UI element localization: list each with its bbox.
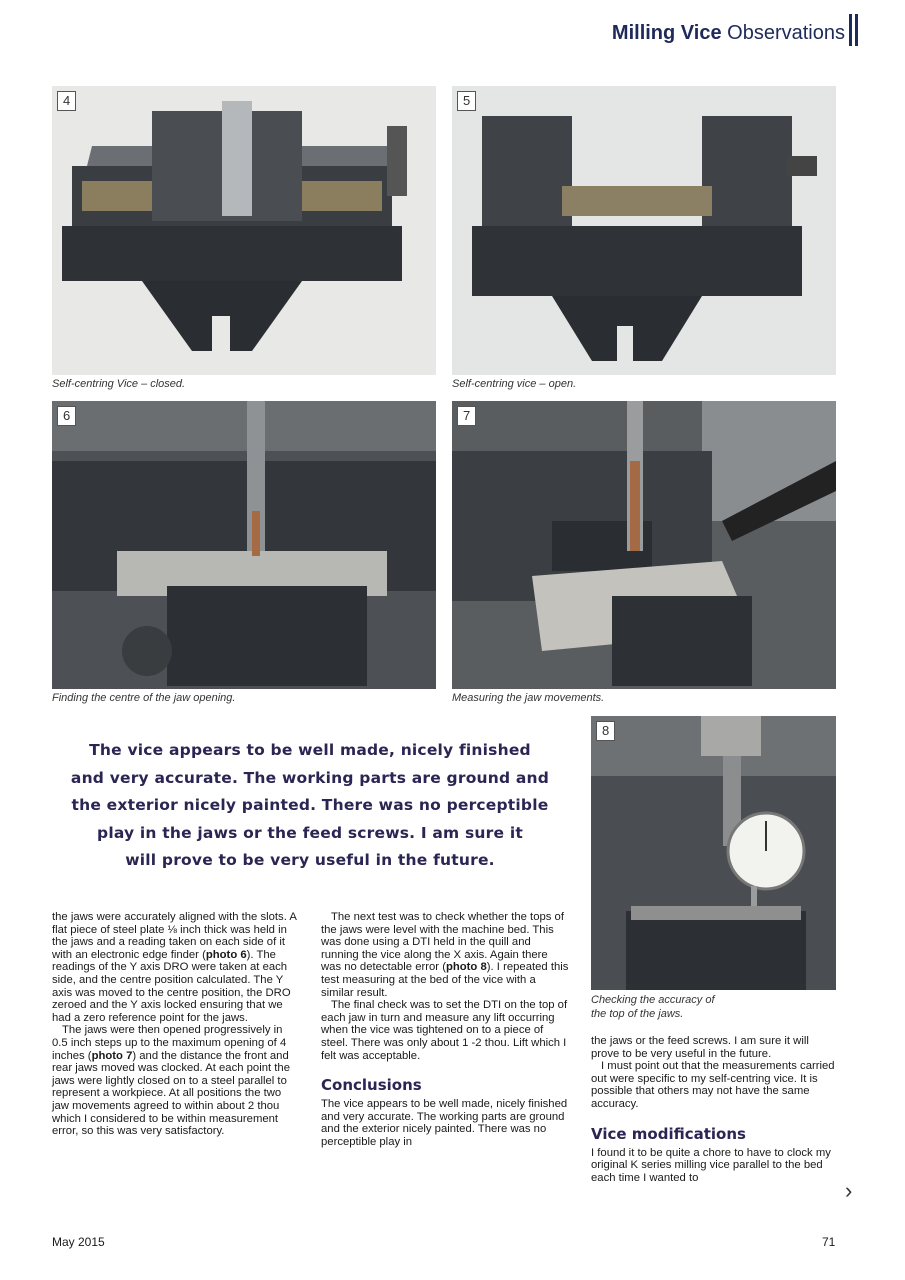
photo-vice-open — [452, 86, 836, 375]
body-column-2 — [321, 911, 569, 1149]
photo-number-label: 4 — [57, 91, 76, 111]
photo-vice-closed — [52, 86, 436, 375]
body-paragraph: The final check was to set the DTI on the top of each jaw in turn and measure any lift occurring when the vice was tightened on to a piece of steel. There was only about 1 -2 thou. Lift which I felt was acceptable. — [321, 999, 568, 1062]
body-paragraph: the jaws were accurately aligned with the slots. A flat piece of steel plate ⅛ inch thick was held in the jaws and a reading taken on each side of it with an electronic edge finder (photo 6). The readings of the Y axis DRO were taken at each side, and the centre position calculated. The Y axis was moved to the centre position, the DRO zeroed and the Y axis locked ensuring that we had a zero reference point for the jaws. — [52, 911, 297, 1024]
header-title-bold: Milling Vice — [611, 22, 722, 44]
photo-caption: Finding the centre of the jaw opening. — [52, 692, 236, 704]
body-paragraph: The vice appears to be well made, nicely finished and very accurate. The working parts are ground and the exterior nicely painted. There was no perceptible play in — [321, 1098, 568, 1148]
footer-date: May 2015 — [52, 1235, 105, 1249]
section-heading-vice-modifications: Vice modifications — [591, 1124, 746, 1143]
photo-number-label: 7 — [457, 406, 476, 426]
photo-caption: Self-centring vice – open. — [452, 378, 577, 390]
caption-line: the top of the jaws. — [591, 1008, 684, 1020]
body-column-3 — [591, 1035, 837, 1184]
photo-edge-finder — [52, 401, 436, 689]
body-paragraph: I must point out that the measurements carried out were specific to my self-centring vice. It is possible that others may not have the same accuracy. — [591, 1060, 835, 1110]
photo-jaw-movements — [452, 401, 836, 689]
body-column-1 — [52, 911, 298, 1138]
photo-reference: photo 7 — [91, 1049, 133, 1062]
pull-quote-line: the exterior nicely painted. There was no perceptible — [71, 796, 549, 814]
photo-dti-check — [591, 716, 836, 990]
caption-line: Checking the accuracy of — [591, 994, 715, 1006]
pull-quote — [60, 737, 560, 875]
body-paragraph: The next test was to check whether the tops of the jaws were level with the machine bed. This was done using a DTI held in the quill and running the vice along the X axis. Again there was no detectable error (photo 8). I repeated this test measuring at the bed of the vice with a similar result. — [321, 911, 569, 999]
body-paragraph: The jaws were then opened progressively in 0.5 inch steps up to the maximum opening of 4 inches (photo 7) and the distance the front and rear jaws moved was clocked. At each point the jaws were lightly closed on to a steel parallel to represent a workpiece. At all positions the two jaw movements agreed to within about 2 thou which I considered to be within measurement error, so this was very satisfactory. — [52, 1024, 290, 1138]
pull-quote-line: and very accurate. The working parts are ground and — [70, 768, 550, 787]
header-bars-decoration — [849, 14, 861, 46]
photo-number-label: 6 — [57, 406, 76, 426]
header-title-light: Observations — [727, 22, 845, 44]
body-paragraph: I found it to be quite a chore to have to clock my original K series milling vice parallel to the bed each time I wanted to — [591, 1146, 831, 1184]
photo-caption: Measuring the jaw movements. — [452, 692, 605, 704]
section-heading-conclusions: Conclusions — [321, 1076, 422, 1095]
photo-number-label: 8 — [596, 721, 615, 741]
pull-quote-line: play in the jaws or the feed screws. I am sure it — [97, 823, 523, 842]
photo-caption: Self-centring Vice – closed. — [52, 378, 186, 390]
chevron-right-icon: › — [845, 1178, 853, 1203]
photo-reference: photo 8 — [445, 961, 487, 974]
photo-reference: photo 6 — [205, 948, 247, 961]
page-number: 71 — [822, 1235, 836, 1249]
body-paragraph: the jaws or the feed screws. I am sure it will prove to be very useful in the future. — [591, 1035, 809, 1060]
photo-number-label: 5 — [457, 91, 476, 111]
photo-caption — [591, 993, 715, 1021]
running-header — [612, 22, 845, 45]
pull-quote-line: The vice appears to be well made, nicely finished — [89, 741, 531, 759]
pull-quote-line: will prove to be very useful in the future. — [125, 851, 495, 869]
